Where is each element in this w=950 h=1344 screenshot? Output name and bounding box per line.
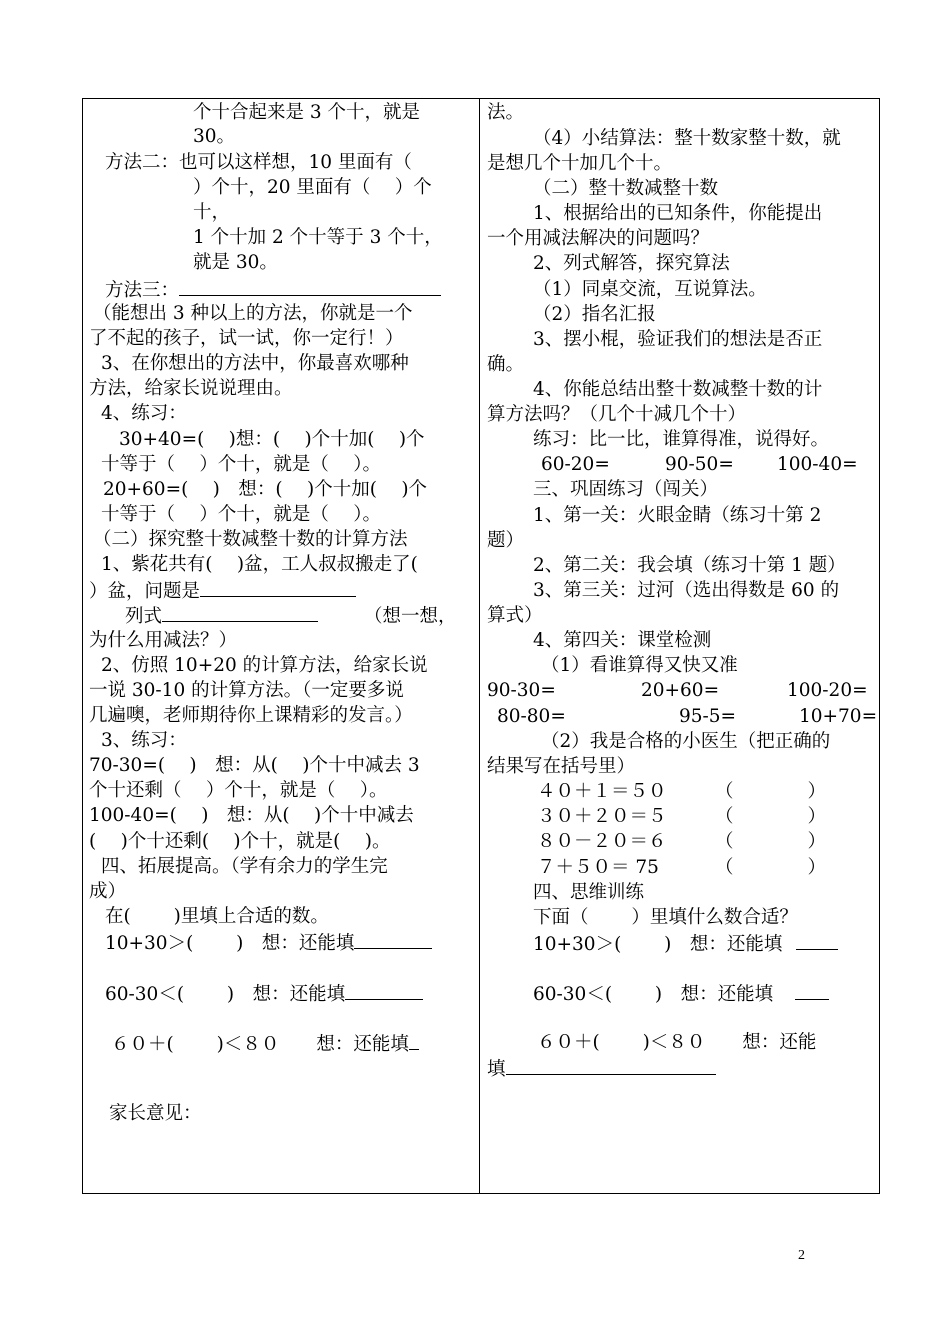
text-line: 确。: [487, 354, 525, 375]
exercise-line: 十等于（ ）个十，就是（ ）。: [101, 454, 382, 475]
text-line: 一个用减法解决的问题吗？: [487, 228, 710, 249]
text-line: 是想几个十加几个十。: [487, 153, 673, 174]
text-line: 3、摆小棍，验证我们的想法是否正: [533, 329, 823, 350]
text-line: 4、你能总结出整十数减整十数的计: [533, 379, 823, 400]
text-line: 4、第四关：课堂检测: [533, 630, 712, 651]
text-line: （2）指名汇报: [533, 304, 656, 325]
exercise-item: 10+70=: [799, 706, 878, 727]
text-line: （能想出 3 种以上的方法，你就是一个: [93, 303, 413, 324]
answer-paren[interactable]: （ ）: [715, 781, 827, 802]
answer-blank[interactable]: [200, 578, 356, 597]
text-line: 了不起的孩子，试一试，你一定行！）: [89, 328, 404, 349]
text-line: 3、练习：: [101, 730, 187, 751]
text-line: 几遍噢，老师期待你上课精彩的发言。）: [89, 705, 413, 726]
exercise-item: 60-20=: [541, 454, 610, 475]
text-line: （2）我是合格的小医生（把正确的: [541, 731, 831, 752]
text-line: 练习：比一比，谁算得准，说得好。: [533, 429, 830, 450]
answer-blank[interactable]: [506, 1056, 716, 1075]
section-heading: 四、思维训练: [533, 882, 645, 903]
fill-line: ６０＋( )＜８０ 想：还能: [537, 1032, 817, 1053]
text-line: 题）: [487, 530, 525, 551]
check-item: ７＋５０＝ 75: [537, 857, 659, 878]
text-line: 30。: [193, 126, 236, 147]
question-line: ）盆，问题是: [89, 578, 356, 602]
text-line: 方法二：也可以这样想，10 里面有（: [105, 152, 412, 173]
parent-comment-label: 家长意见：: [109, 1103, 202, 1124]
answer-paren[interactable]: （ ）: [715, 857, 827, 878]
fill-line: 填: [487, 1056, 716, 1080]
exercise-line: 20+60=( ) 想：( )个十加( )个: [103, 479, 428, 500]
text-line: 4、练习：: [101, 403, 187, 424]
exercise-item: 90-50=: [665, 454, 734, 475]
exercise-line: 十等于（ ）个十，就是（ ）。: [101, 504, 382, 525]
fill-line: 10+30＞( ) 想：还能填: [105, 930, 432, 954]
answer-blank[interactable]: [795, 981, 829, 1000]
method-three-label: 方法三：: [105, 280, 180, 301]
answer-blank[interactable]: [179, 277, 441, 296]
exercise-item: 20+60=: [641, 680, 720, 701]
text-line: 2、列式解答，探究算法: [533, 253, 730, 274]
text-line: 一说 30-10 的计算方法。（一定要多说: [89, 680, 404, 701]
text-line: ）个十，20 里面有（ ）个: [193, 177, 432, 198]
exercise-line: 100-40=( ) 想：从( )个十中减去: [89, 805, 414, 826]
text-line: 1、第一关：火眼金睛（练习十第 2: [533, 505, 822, 526]
section-heading: （二）整十数减整十数: [533, 178, 719, 199]
column-divider: [479, 99, 480, 1193]
text-line: 1、根据给出的已知条件，你能提出: [533, 203, 823, 224]
text-line: 3、第三关：过河（选出得数是 60 的: [533, 580, 840, 601]
check-item: ４０＋１＝５０: [537, 781, 667, 802]
answer-blank[interactable]: [162, 603, 318, 622]
text-line: （1）看谁算得又快又准: [541, 655, 738, 676]
answer-paren[interactable]: （ ）: [715, 831, 827, 852]
exercise-line: 个十还剩（ ）个十，就是（ ）。: [89, 780, 388, 801]
exercise-item: 80-80=: [497, 706, 566, 727]
section-heading: 三、巩固练习（闯关）: [533, 479, 719, 500]
answer-blank[interactable]: [354, 930, 432, 949]
answer-blank[interactable]: [796, 931, 838, 950]
method-three-line: [105, 277, 441, 301]
exercise-item: 90-30=: [487, 680, 556, 701]
text-line: 法。: [487, 102, 525, 123]
text-line: 1、紫花共有( )盆，工人叔叔搬走了(: [101, 554, 418, 575]
section-heading: 四、拓展提高。（学有余力的学生完: [101, 856, 388, 877]
text-line: 个十合起来是 3 个十，就是: [193, 102, 421, 123]
text-line: 就是 30。: [193, 252, 278, 273]
text-line: 3、在你想出的方法中，你最喜欢哪种: [101, 353, 409, 374]
text-line: 下面（ ）里填什么数合适？: [533, 907, 798, 928]
text-line: 算式）: [487, 605, 543, 626]
text-line: 为什么用减法？）: [89, 630, 238, 651]
text-line: 算方法吗？（几个十减几个十）: [487, 404, 747, 425]
fill-line: ６０＋( )＜８０ 想：还能填: [111, 1031, 419, 1055]
formula-line: 列式 （想一想，: [125, 603, 457, 627]
text-line: 在( )里填上合适的数。: [105, 906, 329, 927]
answer-blank[interactable]: [345, 981, 423, 1000]
text-line: 结果写在括号里）: [487, 756, 636, 777]
fill-line: 60-30＜( ) 想：还能填: [533, 981, 829, 1005]
text-line: 十，: [193, 202, 231, 223]
exercise-item: 100-40=: [777, 454, 858, 475]
text-line: 1 个十加 2 个十等于 3 个十，: [193, 227, 443, 248]
exercise-line: 30+40=( )想：( )个十加( )个: [119, 429, 425, 450]
text-line: 成）: [89, 881, 127, 902]
exercise-line: 70-30=( ) 想：从( )个十中减去 3: [89, 755, 420, 776]
answer-paren[interactable]: （ ）: [715, 806, 827, 827]
text-line: 2、仿照 10+20 的计算方法，给家长说: [101, 655, 428, 676]
text-line: 2、第二关：我会填（练习十第 1 题）: [533, 555, 846, 576]
exercise-item: 95-5=: [679, 706, 737, 727]
worksheet-table: [82, 98, 880, 1194]
section-heading: （二）探究整十数减整十数的计算方法: [93, 529, 408, 550]
text-line: （4）小结算法：整十数家整十数，就: [533, 128, 841, 149]
exercise-item: 100-20=: [787, 680, 868, 701]
page-number: 2: [798, 1248, 805, 1263]
text-line: （1）同桌交流，互说算法。: [533, 279, 767, 300]
fill-line: 10+30＞( ) 想：还能填: [533, 931, 838, 955]
text-line: 方法，给家长说说理由。: [89, 378, 293, 399]
answer-blank[interactable]: [409, 1031, 419, 1050]
exercise-line: ( )个十还剩( )个十，就是( )。: [89, 831, 391, 852]
check-item: ３０＋２０＝５: [537, 806, 667, 827]
fill-line: 60-30＜( ) 想：还能填: [105, 981, 423, 1005]
check-item: ８０－２０＝６: [537, 831, 667, 852]
